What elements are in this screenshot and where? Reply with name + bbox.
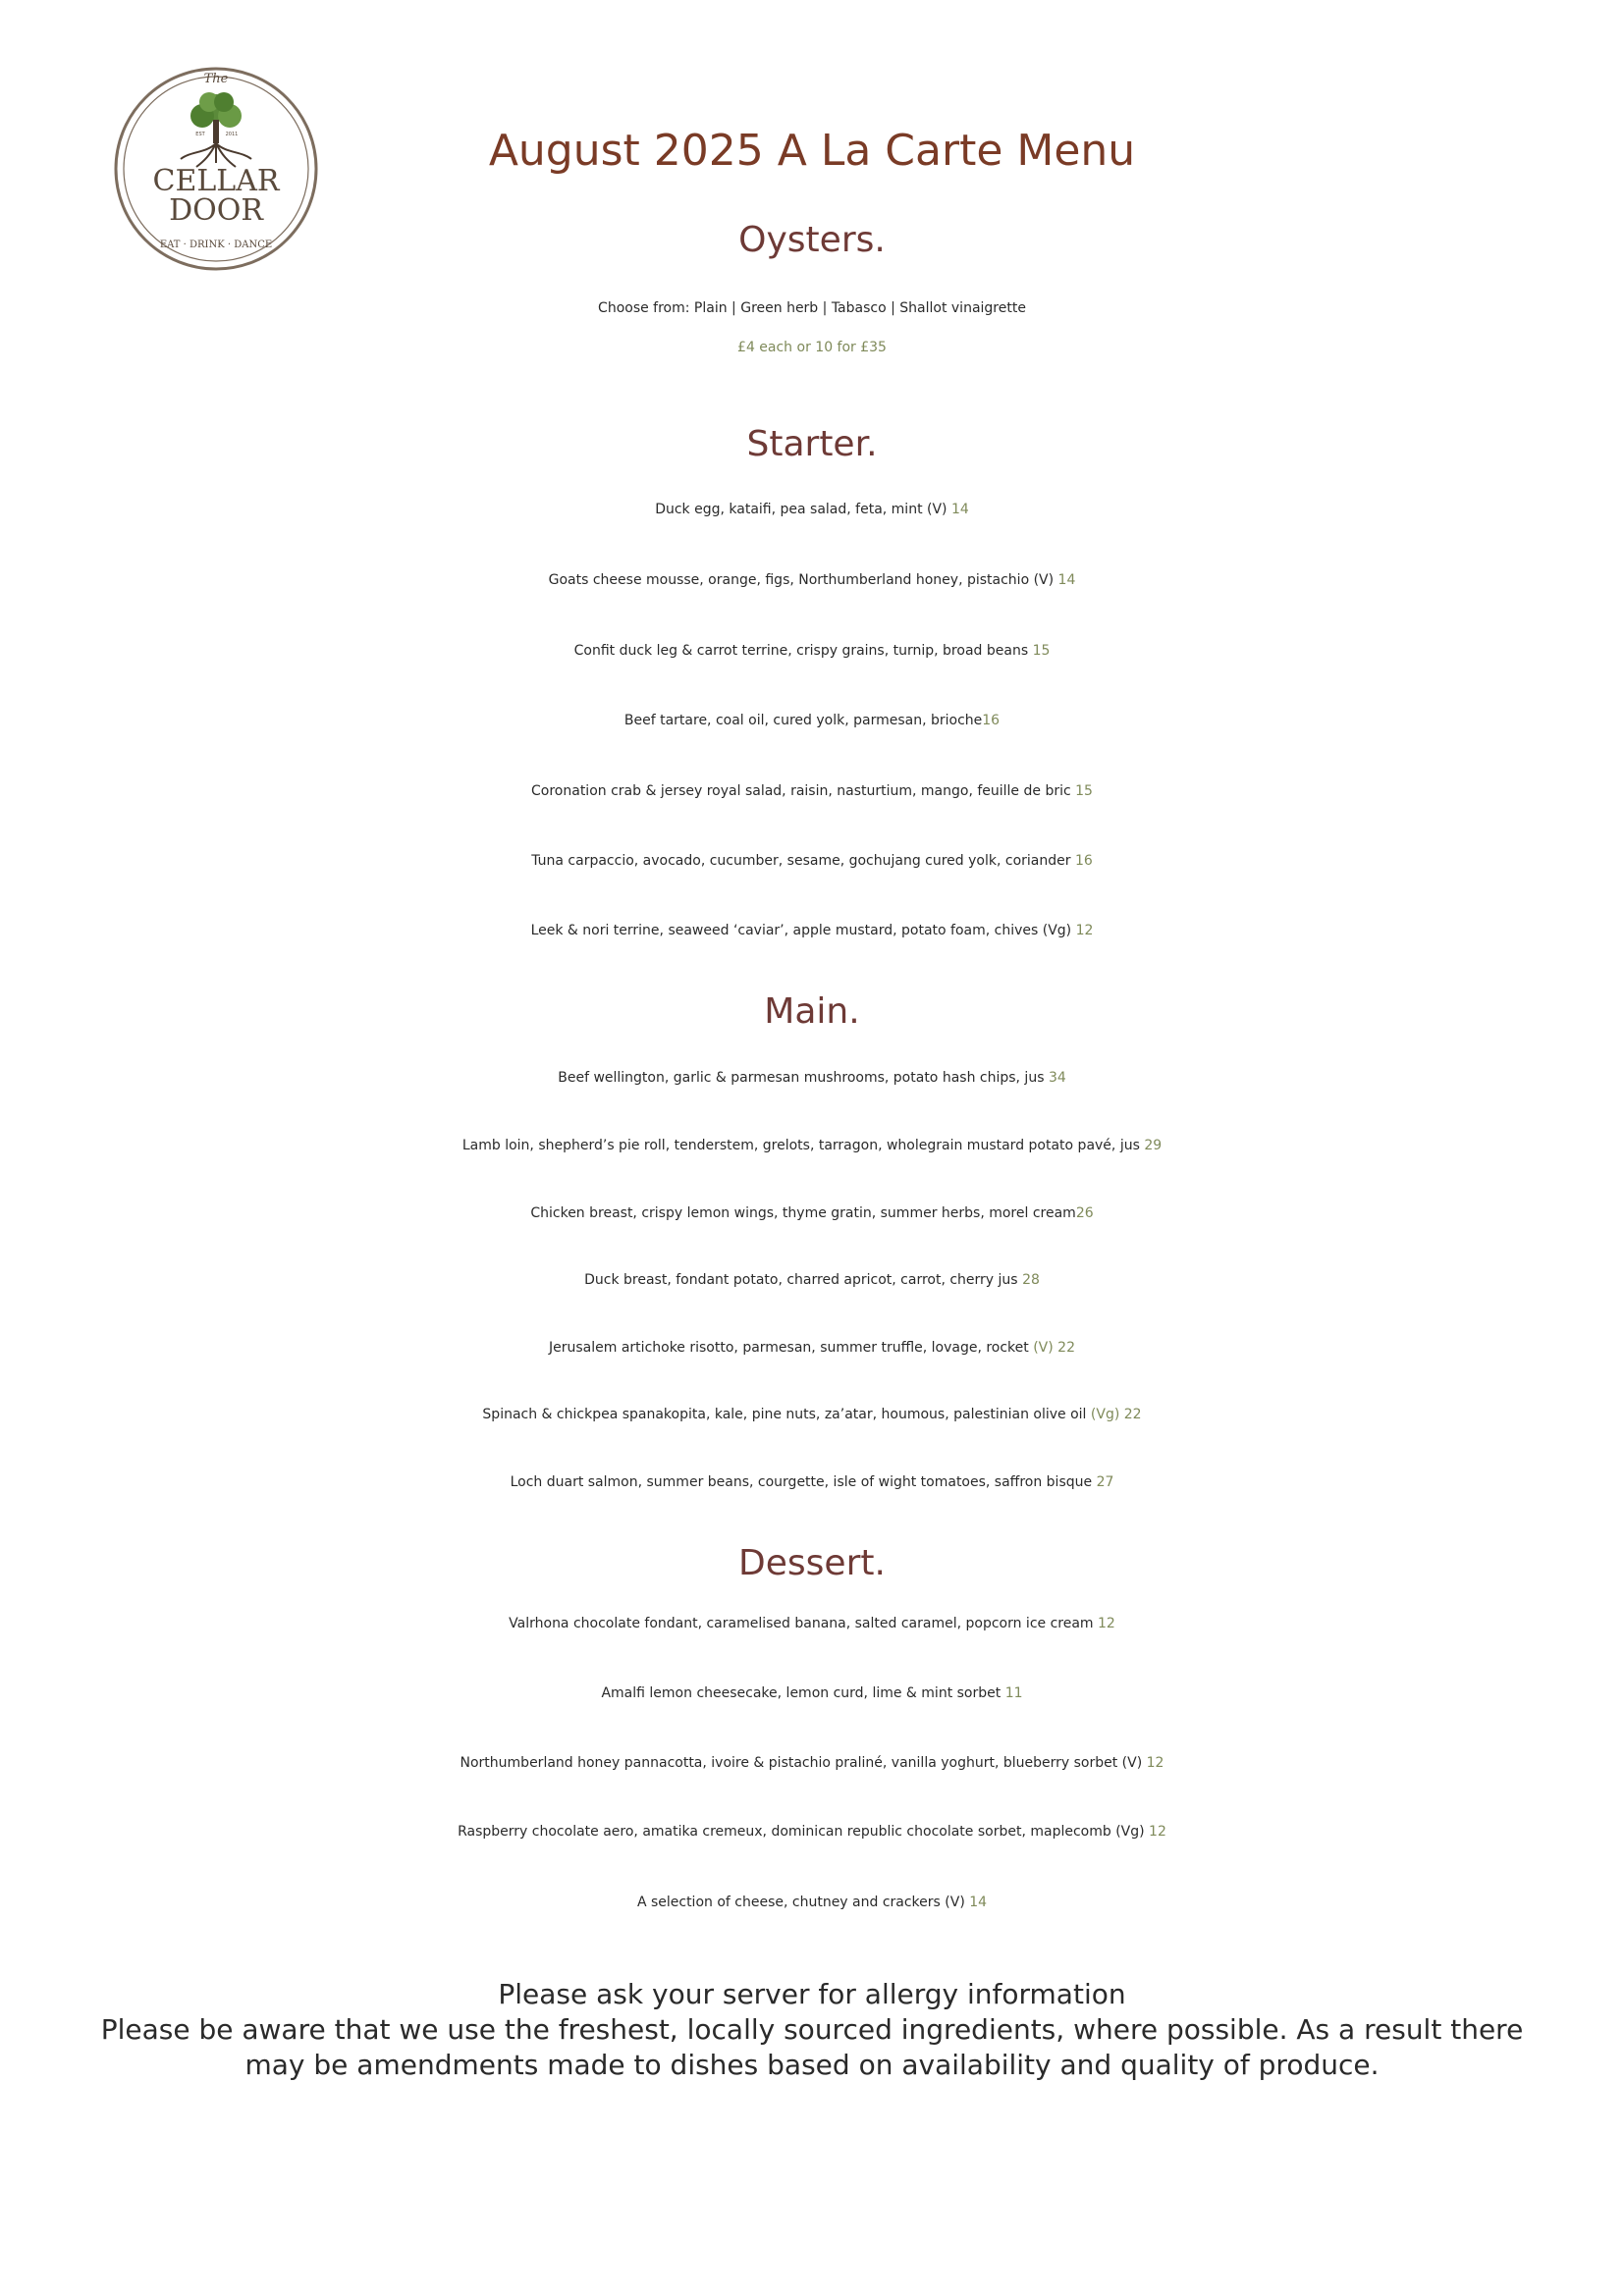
dish-price: (Vg) 22 bbox=[1090, 1407, 1142, 1422]
dish-name: Goats cheese mousse, orange, figs, Northumberland honey, pistachio (V) bbox=[548, 572, 1058, 588]
dish-price: 14 bbox=[969, 1895, 988, 1910]
list-item bbox=[0, 1616, 1624, 1631]
dish-price: 11 bbox=[1004, 1685, 1023, 1701]
dish-name: Beef wellington, garlic & parmesan mushrooms, potato hash chips, jus bbox=[558, 1070, 1049, 1086]
dish-price: 16 bbox=[982, 713, 1001, 728]
oysters-heading: Oysters. bbox=[738, 220, 886, 260]
list-item bbox=[0, 1685, 1624, 1701]
footer-line-2: Please be aware that we use the freshest, locally sourced ingredients, where possible. As a result there bbox=[100, 2013, 1524, 2046]
dish-price: 15 bbox=[1032, 643, 1051, 659]
dish-price: 12 bbox=[1149, 1824, 1166, 1840]
dish-name: Beef tartare, coal oil, cured yolk, parmesan, brioche bbox=[623, 713, 983, 728]
dish-price: 14 bbox=[950, 502, 969, 517]
dish-price: 14 bbox=[1057, 572, 1076, 588]
list-item bbox=[0, 1138, 1624, 1153]
list-item bbox=[0, 1755, 1624, 1771]
list-item bbox=[0, 923, 1624, 938]
list-item bbox=[0, 572, 1624, 588]
list-item bbox=[0, 502, 1624, 517]
logo-the-text: The bbox=[203, 72, 229, 86]
dish-name: A selection of cheese, chutney and crackers (V) bbox=[636, 1895, 970, 1910]
list-item bbox=[0, 1895, 1624, 1910]
dish-name: Leek & nori terrine, seaweed ‘caviar’, apple mustard, potato foam, chives (Vg) bbox=[530, 923, 1076, 938]
dish-name: Loch duart salmon, summer beans, courgette, isle of wight tomatoes, saffron bisque bbox=[510, 1474, 1097, 1490]
list-item bbox=[0, 1474, 1624, 1490]
dish-price: 12 bbox=[1146, 1755, 1164, 1771]
dish-price: 34 bbox=[1048, 1070, 1066, 1086]
main-heading: Main. bbox=[764, 991, 860, 1032]
logo-cellar-text: CELLAR bbox=[152, 164, 280, 198]
dish-price: 26 bbox=[1075, 1205, 1094, 1221]
logo-est-text: EST bbox=[195, 132, 205, 137]
dish-price: (V) 22 bbox=[1033, 1340, 1075, 1356]
list-item bbox=[0, 1205, 1624, 1221]
footer-line-3: may be amendments made to dishes based on availability and quality of produce. bbox=[244, 2049, 1380, 2081]
logo-year-text: 2011 bbox=[225, 132, 239, 137]
allergy-notice bbox=[0, 1977, 1624, 2083]
dish-price: 29 bbox=[1144, 1138, 1163, 1153]
dish-name: Tuna carpaccio, avocado, cucumber, sesame, gochujang cured yolk, coriander bbox=[531, 853, 1075, 869]
dish-price: 28 bbox=[1022, 1272, 1040, 1288]
dessert-heading: Dessert. bbox=[738, 1543, 886, 1583]
menu-title: August 2025 A La Carte Menu bbox=[488, 126, 1136, 176]
logo-door-text: DOOR bbox=[169, 193, 263, 228]
dish-name: Duck breast, fondant potato, charred apricot, carrot, cherry jus bbox=[584, 1272, 1023, 1288]
list-item bbox=[0, 1407, 1624, 1422]
dish-name: Raspberry chocolate aero, amatika cremeux, dominican republic chocolate sorbet, maplecomb (Vg) bbox=[458, 1824, 1150, 1840]
dish-name: Jerusalem artichoke risotto, parmesan, summer truffle, lovage, rocket bbox=[549, 1340, 1034, 1356]
dish-name: Valrhona chocolate fondant, caramelised banana, salted caramel, popcorn ice cream bbox=[509, 1616, 1099, 1631]
list-item bbox=[0, 713, 1624, 728]
dish-price: 12 bbox=[1098, 1616, 1115, 1631]
starter-heading: Starter. bbox=[746, 424, 878, 464]
dish-name: Duck egg, kataifi, pea salad, feta, mint (V) bbox=[655, 502, 951, 517]
list-item bbox=[0, 1340, 1624, 1356]
oysters-price: £4 each or 10 for £35 bbox=[737, 340, 887, 355]
list-item bbox=[0, 783, 1624, 799]
dish-name: Spinach & chickpea spanakopita, kale, pine nuts, za’atar, houmous, palestinian olive oil bbox=[482, 1407, 1091, 1422]
list-item bbox=[0, 1824, 1624, 1840]
dish-price: 16 bbox=[1074, 853, 1093, 869]
dish-price: 27 bbox=[1096, 1474, 1114, 1490]
dish-name: Chicken breast, crispy lemon wings, thyme gratin, summer herbs, morel cream bbox=[530, 1205, 1076, 1221]
dish-name: Amalfi lemon cheesecake, lemon curd, lime & mint sorbet bbox=[601, 1685, 1005, 1701]
list-item bbox=[0, 853, 1624, 869]
oysters-choose: Choose from: Plain | Green herb | Tabasco | Shallot vinaigrette bbox=[598, 300, 1026, 316]
list-item bbox=[0, 1272, 1624, 1288]
list-item bbox=[0, 1070, 1624, 1086]
dish-name: Confit duck leg & carrot terrine, crispy grains, turnip, broad beans bbox=[573, 643, 1033, 659]
list-item bbox=[0, 643, 1624, 659]
footer-line-1: Please ask your server for allergy information bbox=[498, 1978, 1126, 2010]
dish-name: Northumberland honey pannacotta, ivoire & pistachio praliné, vanilla yoghurt, blueberry sorbet (V) bbox=[460, 1755, 1147, 1771]
logo-tagline-text: EAT · DRINK · DANCE bbox=[159, 240, 273, 250]
dish-price: 12 bbox=[1075, 923, 1094, 938]
dish-name: Lamb loin, shepherd’s pie roll, tenderstem, grelots, tarragon, wholegrain mustard potato pavé, jus bbox=[461, 1138, 1145, 1153]
dish-name: Coronation crab & jersey royal salad, raisin, nasturtium, mango, feuille de bric bbox=[531, 783, 1076, 799]
dish-price: 15 bbox=[1075, 783, 1093, 799]
